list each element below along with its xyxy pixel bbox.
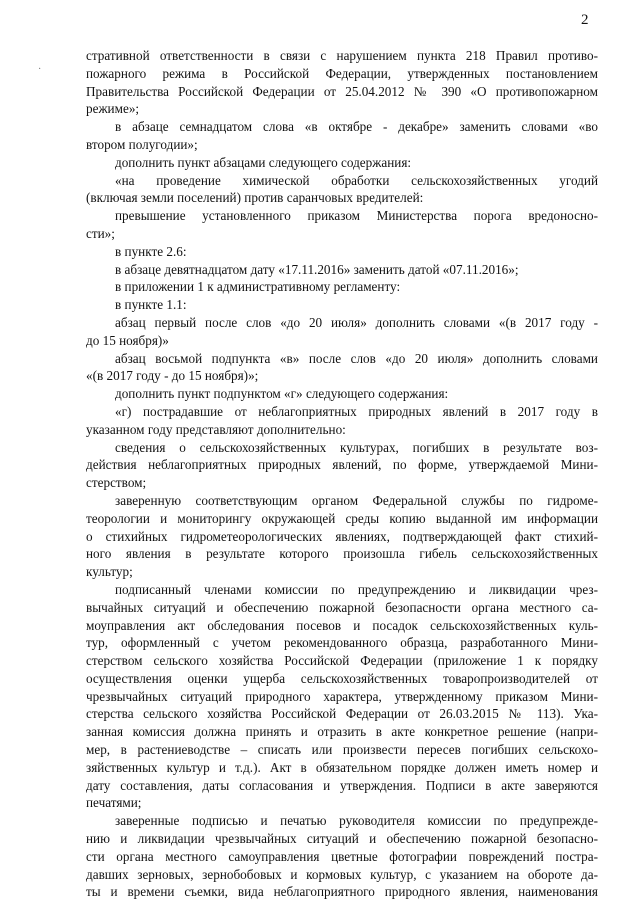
text-line: культур; [86, 564, 133, 580]
text-line: стерством сельского хозяйства Российской Федерации (приложение 1 к порядку [86, 653, 598, 669]
text-line: осуществления оценки ущерба сельскохозяйственных товаропроизводителей от [86, 670, 598, 686]
text-line: ты и времени съемки, вида неблагоприятного природного явления, наименования [86, 884, 598, 900]
text-line: чрезвычайных ситуаций природного характера, утвержденному приказом Мини- [86, 688, 598, 704]
text-line: сти»; [86, 225, 115, 241]
text-line: стративной ответственности в связи с нарушением пункта 218 Правил противо- [86, 48, 598, 63]
text-line: вычайных ситуаций и обеспечению пожарной безопасности органа местного са- [86, 599, 598, 615]
text-line: в абзаце семнадцатом слова «в октябре - декабре» заменить словами «во [115, 119, 598, 135]
text-line: пожарного режима в Российской Федерации, утвержденных постановлением [86, 65, 598, 81]
text-line: дополнить пункт подпунктом «г» следующего содержания: [115, 386, 449, 402]
text-line: до 15 ноября)» [86, 332, 169, 348]
text-line: действия неблагоприятных природных явлений, по форме, утверждаемой Мини- [86, 457, 598, 473]
text-line: теорологии и мониторингу окружающей среды копию выданной им информации [86, 510, 598, 526]
text-line: заверенную соответствующим органом Федеральной службы по гидроме- [115, 492, 598, 508]
text-line: о стихийных гидрометеорологических явлениях, подтверждающей факт стихий- [86, 528, 598, 544]
text-line: «на проведение химической обработки сельскохозяйственных угодий [115, 172, 598, 188]
text-line: втором полугодии»; [86, 136, 198, 152]
text-line: тур, оформленный с учетом рекомендованного образца, разработанного Мини- [86, 635, 598, 651]
text-line: занная комиссия должна принять и отразить в акте конкретное решение (напри- [86, 724, 598, 740]
text-line: стерством; [86, 475, 147, 491]
text-line: Правительства Российской Федерации от 25.04.2012 № 390 «О противопожарном [86, 83, 598, 99]
text-line: «г) пострадавшие от неблагоприятных природных явлений в 2017 году в [115, 403, 598, 419]
text-line: мер, в растениеводстве – списать или произвести пересев погибших сельскохо- [86, 742, 598, 758]
text-line: режиме»; [86, 101, 140, 117]
scan-mark: · [38, 64, 42, 75]
text-line: в абзаце девятнадцатом дату «17.11.2016» заменить датой «07.11.2016»; [115, 261, 519, 277]
text-line: абзац восьмой подпункта «в» после слов «до 20 июля» дополнить словами [115, 350, 598, 366]
text-line: дополнить пункт абзацами следующего содержания: [115, 154, 412, 170]
text-line: давших зерновых, зернобобовых и кормовых культур, с указанием на обороте да- [86, 866, 598, 882]
body-text [86, 47, 598, 901]
text-line: зяйственных культур и т.д.). Акт в обязательном порядке должен иметь номер и [86, 759, 598, 775]
text-line: в пункте 1.1: [115, 297, 187, 313]
text-line: заверенные подписью и печатью руководителя комиссии по предупрежде- [115, 813, 598, 829]
text-line: моуправления акт обследования посевов и посадок сельскохозяйственных куль- [86, 617, 598, 633]
text-line: превышение установленного приказом Министерства порога вредоносно- [115, 208, 598, 224]
text-line: печатями; [86, 795, 142, 811]
text-line: в пункте 2.6: [115, 243, 187, 259]
text-line: ного явления в результате которого произошла гибель сельскохозяйственных [86, 546, 598, 562]
text-line: сти органа местного самоуправления цветные фотографии повреждений постра- [86, 848, 598, 864]
text-line: в приложении 1 к административному регламенту: [115, 279, 401, 295]
page-number: 2 [581, 12, 589, 28]
text-line: подписанный членами комиссии по предупреждению и ликвидации чрез- [115, 581, 598, 597]
text-line: (включая земли поселений) против саранчовых вредителей: [86, 190, 424, 206]
text-line: сведения о сельскохозяйственных культурах, погибших в результате воз- [115, 439, 598, 455]
text-line: нию и ликвидации чрезвычайных ситуаций и обеспечению пожарной безопасно- [86, 831, 598, 847]
text-line: дату составления, даты согласования и утверждения. Подписи в акте заверяются [86, 777, 598, 793]
text-line: указанном году представляют дополнительно: [86, 421, 346, 437]
text-line: «(в 2017 году - до 15 ноября)»; [86, 368, 259, 384]
text-line: стерства сельского хозяйства Российской Федерации от 26.03.2015 № 113). Ука- [86, 706, 598, 722]
text-line: абзац первый после слов «до 20 июля» дополнить словами «(в 2017 году - [115, 314, 598, 330]
